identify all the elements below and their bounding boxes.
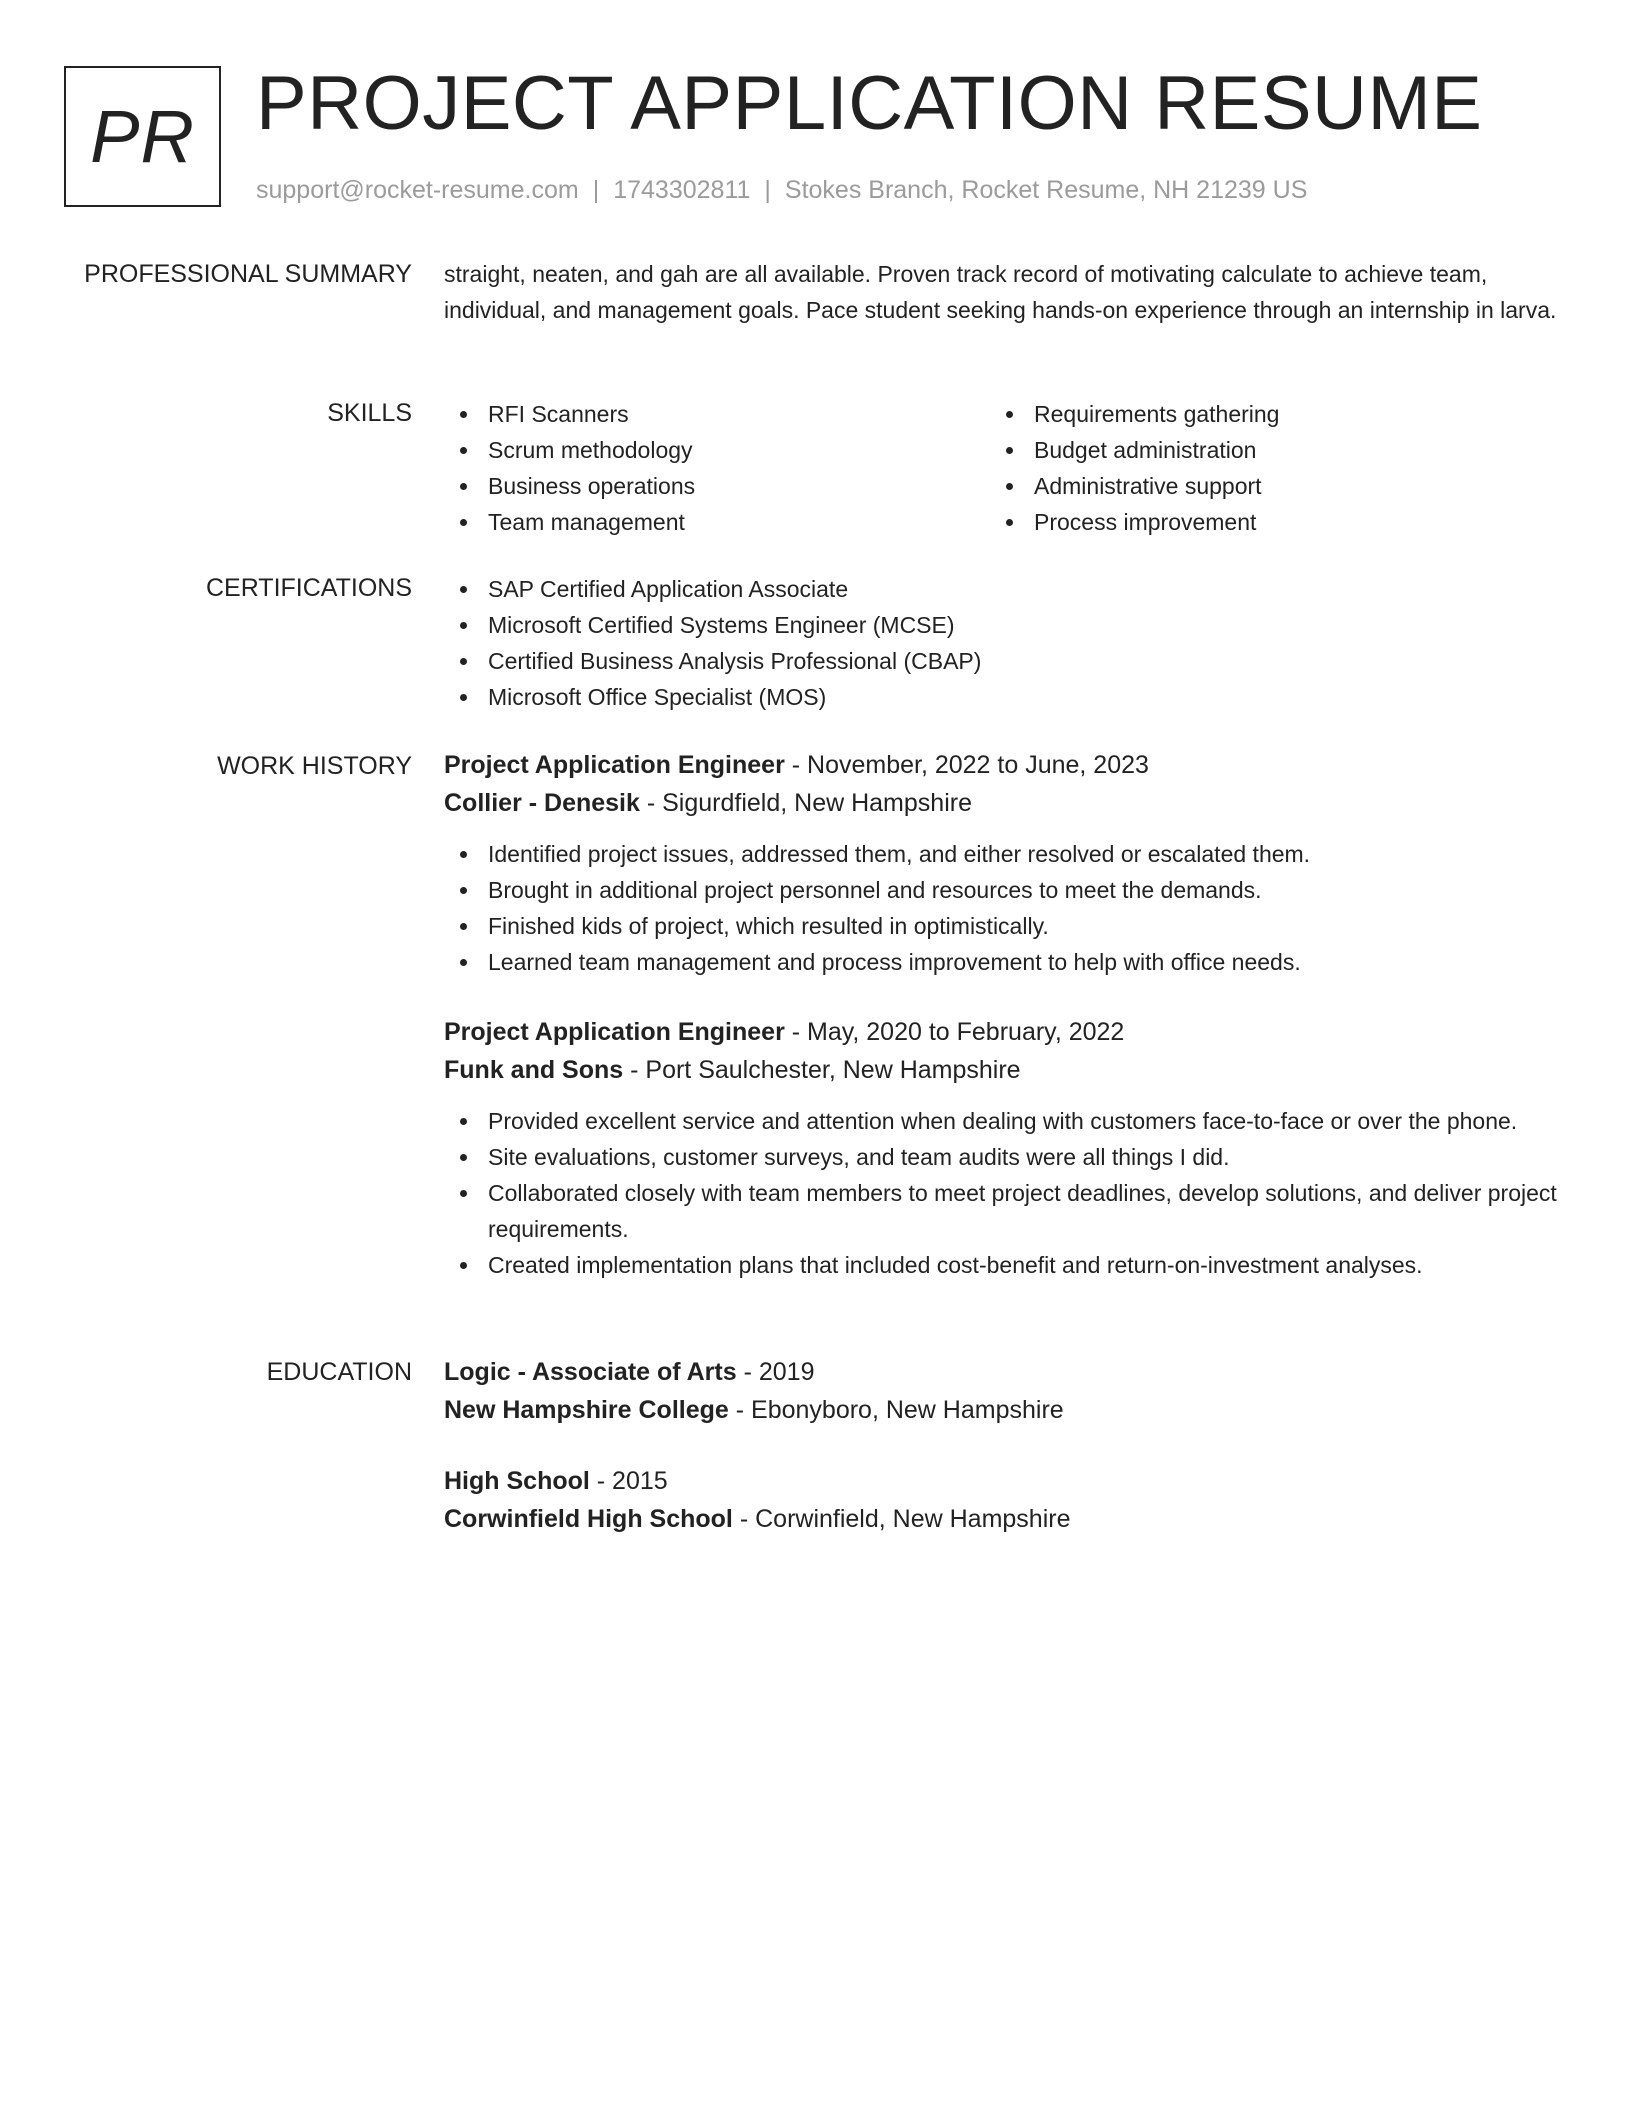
skills-list-left <box>444 396 990 540</box>
degree-line <box>444 1353 1560 1391</box>
school-location: - Corwinfield, New Hampshire <box>732 1505 1071 1533</box>
job-bullets <box>444 836 1560 980</box>
certifications-list <box>444 571 1560 715</box>
school-line <box>444 1391 1560 1429</box>
job-entry <box>444 746 1560 980</box>
skills-section <box>444 396 1560 540</box>
degree-year: - 2019 <box>736 1358 815 1386</box>
monogram-initials: PR <box>90 94 195 178</box>
section-label-education: EDUCATION <box>266 1358 412 1386</box>
resume-title: PROJECT APPLICATION RESUME <box>256 61 1483 146</box>
list-item: Scrum methodology <box>444 432 990 468</box>
list-item: Created implementation plans that included cost-benefit and return-on-investment analyses. <box>444 1247 1560 1283</box>
job-entry <box>444 1013 1560 1283</box>
school-name: Corwinfield High School <box>444 1505 733 1533</box>
job-location: - Sigurdfield, New Hampshire <box>639 789 972 817</box>
list-item: Process improvement <box>990 504 1536 540</box>
degree-name: High School <box>444 1467 590 1495</box>
list-item: Business operations <box>444 468 990 504</box>
summary-section <box>444 256 1560 328</box>
list-item: Collaborated closely with team members to meet project deadlines, develop solutions, and deliver project requirements. <box>444 1175 1560 1247</box>
job-company-line <box>444 784 1560 822</box>
list-item: Brought in additional project personnel and resources to meet the demands. <box>444 872 1560 908</box>
list-item: RFI Scanners <box>444 396 990 432</box>
degree-name: Logic - Associate of Arts <box>444 1358 737 1386</box>
list-item: Finished kids of project, which resulted in optimistically. <box>444 908 1560 944</box>
list-item: Certified Business Analysis Professional (CBAP) <box>444 643 1560 679</box>
contact-line <box>256 174 1307 206</box>
job-title: Project Application Engineer <box>444 1018 785 1046</box>
monogram-box <box>64 66 221 207</box>
list-item: Team management <box>444 504 990 540</box>
list-item: Site evaluations, customer surveys, and team audits were all things I did. <box>444 1139 1560 1175</box>
school-location: - Ebonyboro, New Hampshire <box>728 1396 1064 1424</box>
contact-phone: 1743302811 <box>613 176 751 204</box>
list-item: Provided excellent service and attention when dealing with customers face-to-face or over the phone. <box>444 1103 1560 1139</box>
contact-separator: | <box>764 176 771 204</box>
list-item: Administrative support <box>990 468 1536 504</box>
list-item: Budget administration <box>990 432 1536 468</box>
job-location: - Port Saulchester, New Hampshire <box>623 1056 1021 1084</box>
job-company-line <box>444 1051 1560 1089</box>
contact-separator: | <box>592 176 600 204</box>
job-title-line <box>444 746 1560 784</box>
list-item: Identified project issues, addressed them, and either resolved or escalated them. <box>444 836 1560 872</box>
summary-text: straight, neaten, and gah are all available. Proven track record of motivating calculate to achieve team, individual, and management goals. Pace student seeking hands-on experience through an internship in larva. <box>444 261 1557 323</box>
job-title-line <box>444 1013 1560 1051</box>
section-label-work-history: WORK HISTORY <box>217 752 412 780</box>
education-entry <box>444 1353 1560 1429</box>
skills-grid <box>444 396 1560 540</box>
school-name: New Hampshire College <box>444 1396 729 1424</box>
list-item: SAP Certified Application Associate <box>444 571 1560 607</box>
degree-line <box>444 1462 1560 1500</box>
job-company: Funk and Sons <box>444 1056 624 1084</box>
list-item: Microsoft Certified Systems Engineer (MCSE) <box>444 607 1560 643</box>
degree-year: - 2015 <box>589 1467 668 1495</box>
section-label-summary: PROFESSIONAL SUMMARY <box>84 260 412 288</box>
job-company: Collier - Denesik <box>444 789 640 817</box>
job-title: Project Application Engineer <box>444 751 785 779</box>
contact-email: support@rocket-resume.com <box>256 176 579 204</box>
section-label-skills: SKILLS <box>327 399 412 427</box>
certifications-section <box>444 571 1560 715</box>
education-entry <box>444 1462 1560 1538</box>
list-item: Learned team management and process improvement to help with office needs. <box>444 944 1560 980</box>
section-label-certifications: CERTIFICATIONS <box>205 574 412 602</box>
list-item: Microsoft Office Specialist (MOS) <box>444 679 1560 715</box>
list-item: Requirements gathering <box>990 396 1536 432</box>
skills-list-right <box>990 396 1536 540</box>
job-bullets <box>444 1103 1560 1283</box>
job-dates: - May, 2020 to February, 2022 <box>784 1018 1125 1046</box>
job-dates: - November, 2022 to June, 2023 <box>784 751 1149 779</box>
contact-address: Stokes Branch, Rocket Resume, NH 21239 US <box>784 176 1308 204</box>
school-line <box>444 1500 1560 1538</box>
